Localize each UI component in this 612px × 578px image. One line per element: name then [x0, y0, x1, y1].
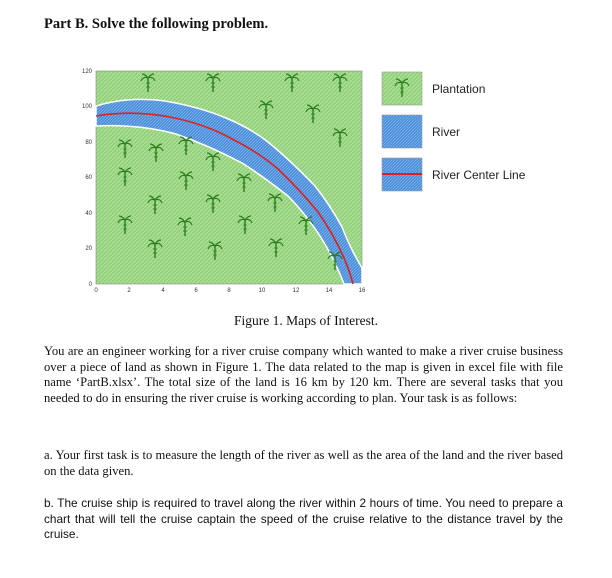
- y-tick: 20: [85, 246, 92, 252]
- y-tick: 60: [85, 175, 92, 181]
- y-tick: 100: [81, 104, 92, 110]
- y-axis-ticks: [82, 69, 93, 288]
- x-tick: 12: [292, 288, 300, 294]
- section-heading: Part B. Solve the following problem.: [44, 16, 269, 32]
- task-b-paragraph: b. The cruise ship is required to travel along the river within 2 hours of time. You need to prepare a chart that will tell the cruise captain the speed of the cruise relative to the distance travel by the cruise.: [44, 496, 563, 542]
- x-tick: 6: [194, 288, 198, 294]
- x-tick: 2: [127, 288, 131, 294]
- legend-plantation-label: Plantation: [432, 82, 486, 96]
- x-tick: 10: [258, 288, 266, 294]
- y-tick: 40: [85, 211, 92, 217]
- x-tick: 8: [227, 288, 231, 294]
- x-tick: 16: [358, 288, 366, 294]
- legend-center-line-label: River Center Line: [432, 168, 526, 182]
- x-axis-ticks: [94, 288, 366, 294]
- legend-river-swatch: [382, 115, 422, 148]
- x-tick: 4: [161, 288, 165, 294]
- task-a-paragraph: a. Your first task is to measure the length of the river as well as the area of the land and the river based on the data given.: [44, 448, 563, 478]
- y-tick: 0: [88, 282, 92, 288]
- figure-caption: Figure 1. Maps of Interest.: [234, 313, 378, 328]
- intro-paragraph: You are an engineer working for a river cruise company which wanted to make a river cruise business over a piece of land as shown in Figure 1. The data related to the map is given in excel file with file name ‘PartB.xlsx’. The total size of the land is 16 km by 120 km. There are several tasks that you needed to do in ensuring the river cruise is working according to plan. Your task is as follows:: [44, 344, 563, 405]
- y-tick: 120: [81, 69, 92, 75]
- x-tick: 14: [325, 288, 333, 294]
- legend: [382, 72, 526, 191]
- legend-river-label: River: [432, 125, 461, 139]
- y-tick: 80: [85, 140, 92, 146]
- x-tick: 0: [94, 288, 98, 294]
